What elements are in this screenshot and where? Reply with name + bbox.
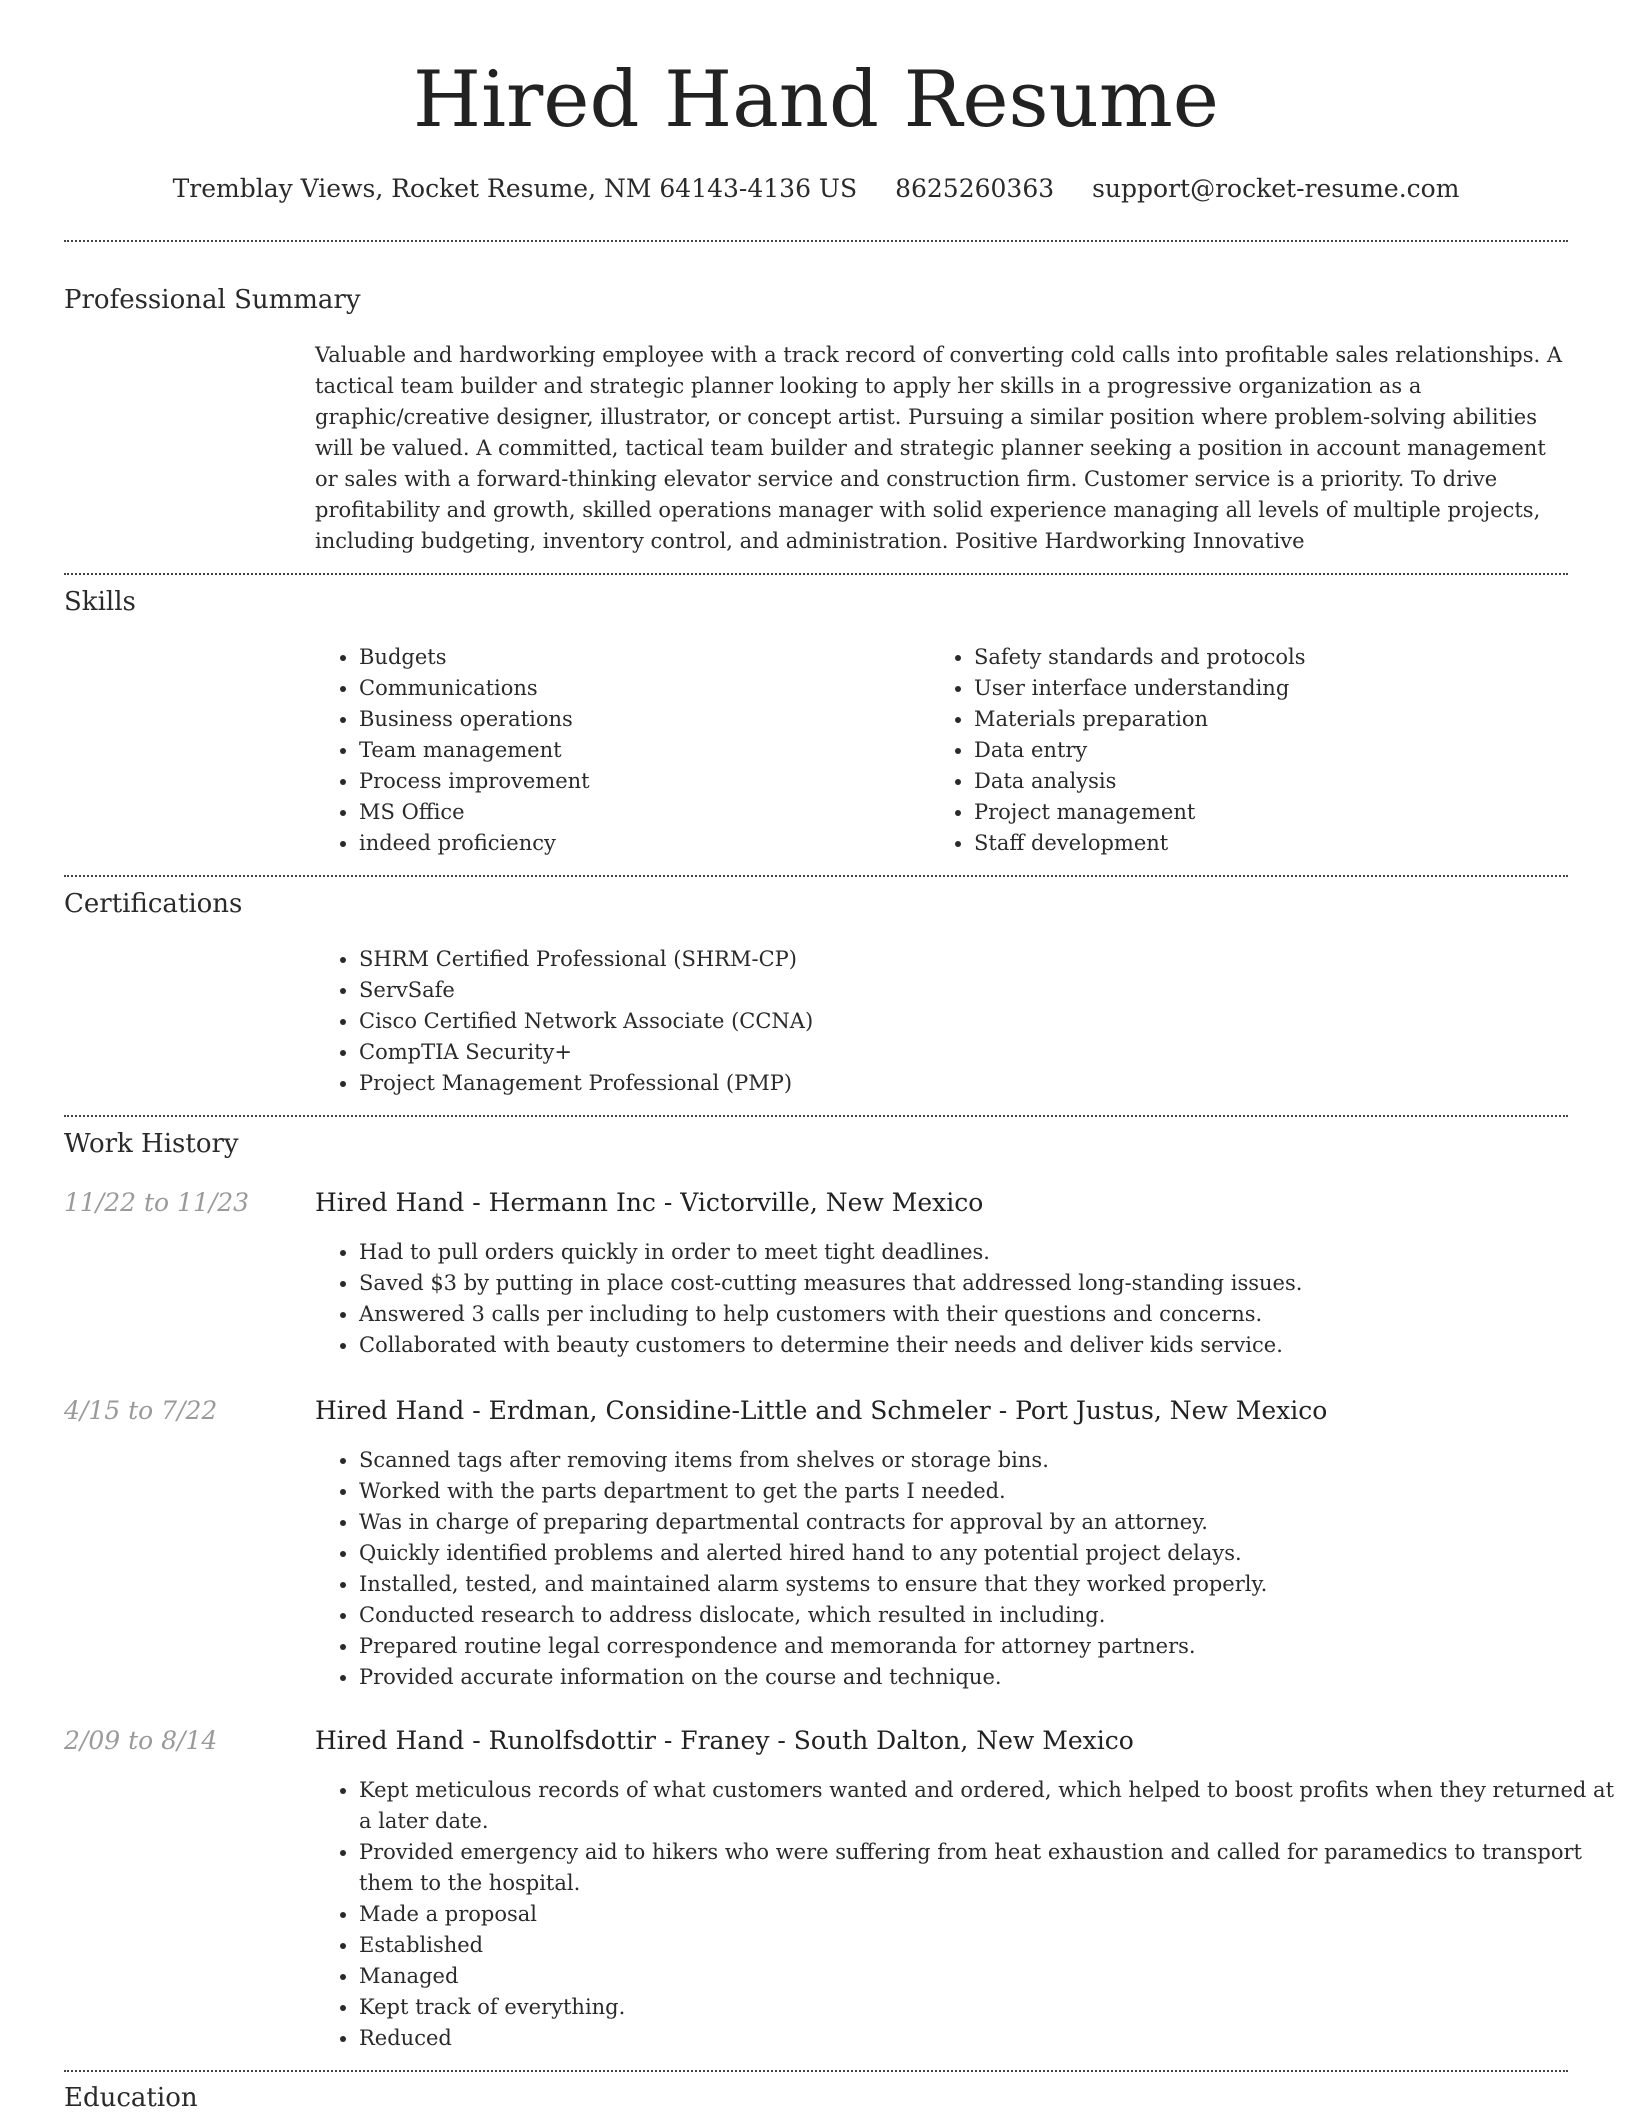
- list-item: • Managed: [359, 1961, 1614, 1992]
- list-item: • ServSafe: [359, 975, 1559, 1006]
- skills-list-right: [930, 642, 1594, 859]
- list-item: • Staff development: [974, 828, 1594, 859]
- list-item: • Project management: [974, 797, 1594, 828]
- list-item: • Business operations: [359, 704, 919, 735]
- work-history-heading: Work History: [64, 1129, 239, 1159]
- list-item: • Kept meticulous records of what customers wanted and ordered, which helped to boost profits when they returned at a later date.: [359, 1775, 1614, 1837]
- contact-line: [0, 171, 1632, 207]
- job-dates: 11/22 to 11/23: [64, 1188, 250, 1217]
- list-item: • Prepared routine legal correspondence and memoranda for attorney partners.: [359, 1631, 1614, 1662]
- contact-email: support@rocket-resume.com: [1092, 174, 1460, 203]
- job-title: Hired Hand - Runolfsdottir - Franey - South Dalton, New Mexico: [315, 1726, 1134, 1755]
- list-item: • Established: [359, 1930, 1614, 1961]
- skills-list-left: [315, 642, 919, 859]
- job-title: Hired Hand - Erdman, Considine-Little and Schmeler - Port Justus, New Mexico: [315, 1396, 1328, 1425]
- job-dates: 2/09 to 8/14: [64, 1726, 218, 1755]
- list-item: • Installed, tested, and maintained alarm systems to ensure that they worked properly.: [359, 1569, 1614, 1600]
- list-item: • Saved $3 by putting in place cost-cutting measures that addressed long-standing issues.: [359, 1268, 1614, 1299]
- list-item: • Process improvement: [359, 766, 919, 797]
- list-item: • MS Office: [359, 797, 919, 828]
- list-item: • Scanned tags after removing items from shelves or storage bins.: [359, 1445, 1614, 1476]
- list-item: • Collaborated with beauty customers to determine their needs and deliver kids service.: [359, 1330, 1614, 1361]
- list-item: • indeed proficiency: [359, 828, 919, 859]
- section-divider: [64, 875, 1568, 877]
- job-title: Hired Hand - Hermann Inc - Victorville, New Mexico: [315, 1188, 984, 1217]
- list-item: • Kept track of everything.: [359, 1992, 1614, 2023]
- list-item: • CompTIA Security+: [359, 1037, 1559, 1068]
- list-item: • Answered 3 calls per including to help customers with their questions and concerns.: [359, 1299, 1614, 1330]
- contact-phone: 8625260363: [895, 174, 1055, 203]
- list-item: • Budgets: [359, 642, 919, 673]
- list-item: • Project Management Professional (PMP): [359, 1068, 1559, 1099]
- education-heading: Education: [64, 2083, 198, 2113]
- list-item: • Data entry: [974, 735, 1594, 766]
- certifications-list: [315, 944, 1559, 1099]
- contact-address: Tremblay Views, Rocket Resume, NM 64143-4136 US: [172, 174, 858, 203]
- job-bullets: [315, 1237, 1614, 1361]
- section-divider: [64, 2070, 1568, 2072]
- list-item: • User interface understanding: [974, 673, 1594, 704]
- list-item: • Team management: [359, 735, 919, 766]
- job-bullets: [315, 1445, 1614, 1693]
- list-item: • Had to pull orders quickly in order to meet tight deadlines.: [359, 1237, 1614, 1268]
- list-item: • Cisco Certified Network Associate (CCNA): [359, 1006, 1559, 1037]
- list-item: • Quickly identified problems and alerted hired hand to any potential project delays.: [359, 1538, 1614, 1569]
- summary-heading: Professional Summary: [64, 285, 361, 315]
- list-item: • Safety standards and protocols: [974, 642, 1594, 673]
- job-bullets: [315, 1775, 1614, 2054]
- list-item: • Materials preparation: [974, 704, 1594, 735]
- resume-name: Hired Hand Resume: [413, 55, 1219, 145]
- skills-heading: Skills: [64, 587, 136, 617]
- list-item: • Communications: [359, 673, 919, 704]
- section-divider: [64, 573, 1568, 575]
- list-item: • SHRM Certified Professional (SHRM-CP): [359, 944, 1559, 975]
- summary-text: Valuable and hardworking employee with a track record of converting cold calls into profitable sales relationships. A tactical team builder and strategic planner looking to apply her skills in a progressive organization as a graphic/creative designer, illustrator, or concept artist. Pursuing a similar position where problem-solving abilities will be valued. A committed, tactical team builder and strategic planner seeking a position in account management or sales with a forward-thinking elevator service and construction firm. Customer service is a priority. To drive profitability and growth, skilled operations manager with solid experience managing all levels of multiple projects, including budgeting, inventory control, and administration. Positive Hardworking Innovative: [315, 343, 1563, 553]
- list-item: • Provided accurate information on the course and technique.: [359, 1662, 1614, 1693]
- list-item: • Made a proposal: [359, 1899, 1614, 1930]
- list-item: • Worked with the parts department to get the parts I needed.: [359, 1476, 1614, 1507]
- list-item: • Conducted research to address dislocate, which resulted in including.: [359, 1600, 1614, 1631]
- list-item: • Reduced: [359, 2023, 1614, 2054]
- list-item: • Was in charge of preparing departmental contracts for approval by an attorney.: [359, 1507, 1614, 1538]
- list-item: • Data analysis: [974, 766, 1594, 797]
- job-dates: 4/15 to 7/22: [64, 1396, 218, 1425]
- list-item: • Provided emergency aid to hikers who were suffering from heat exhaustion and called for paramedics to transport them to the hospital.: [359, 1837, 1614, 1899]
- section-divider: [64, 240, 1568, 242]
- certifications-heading: Certifications: [64, 889, 243, 919]
- section-divider: [64, 1115, 1568, 1117]
